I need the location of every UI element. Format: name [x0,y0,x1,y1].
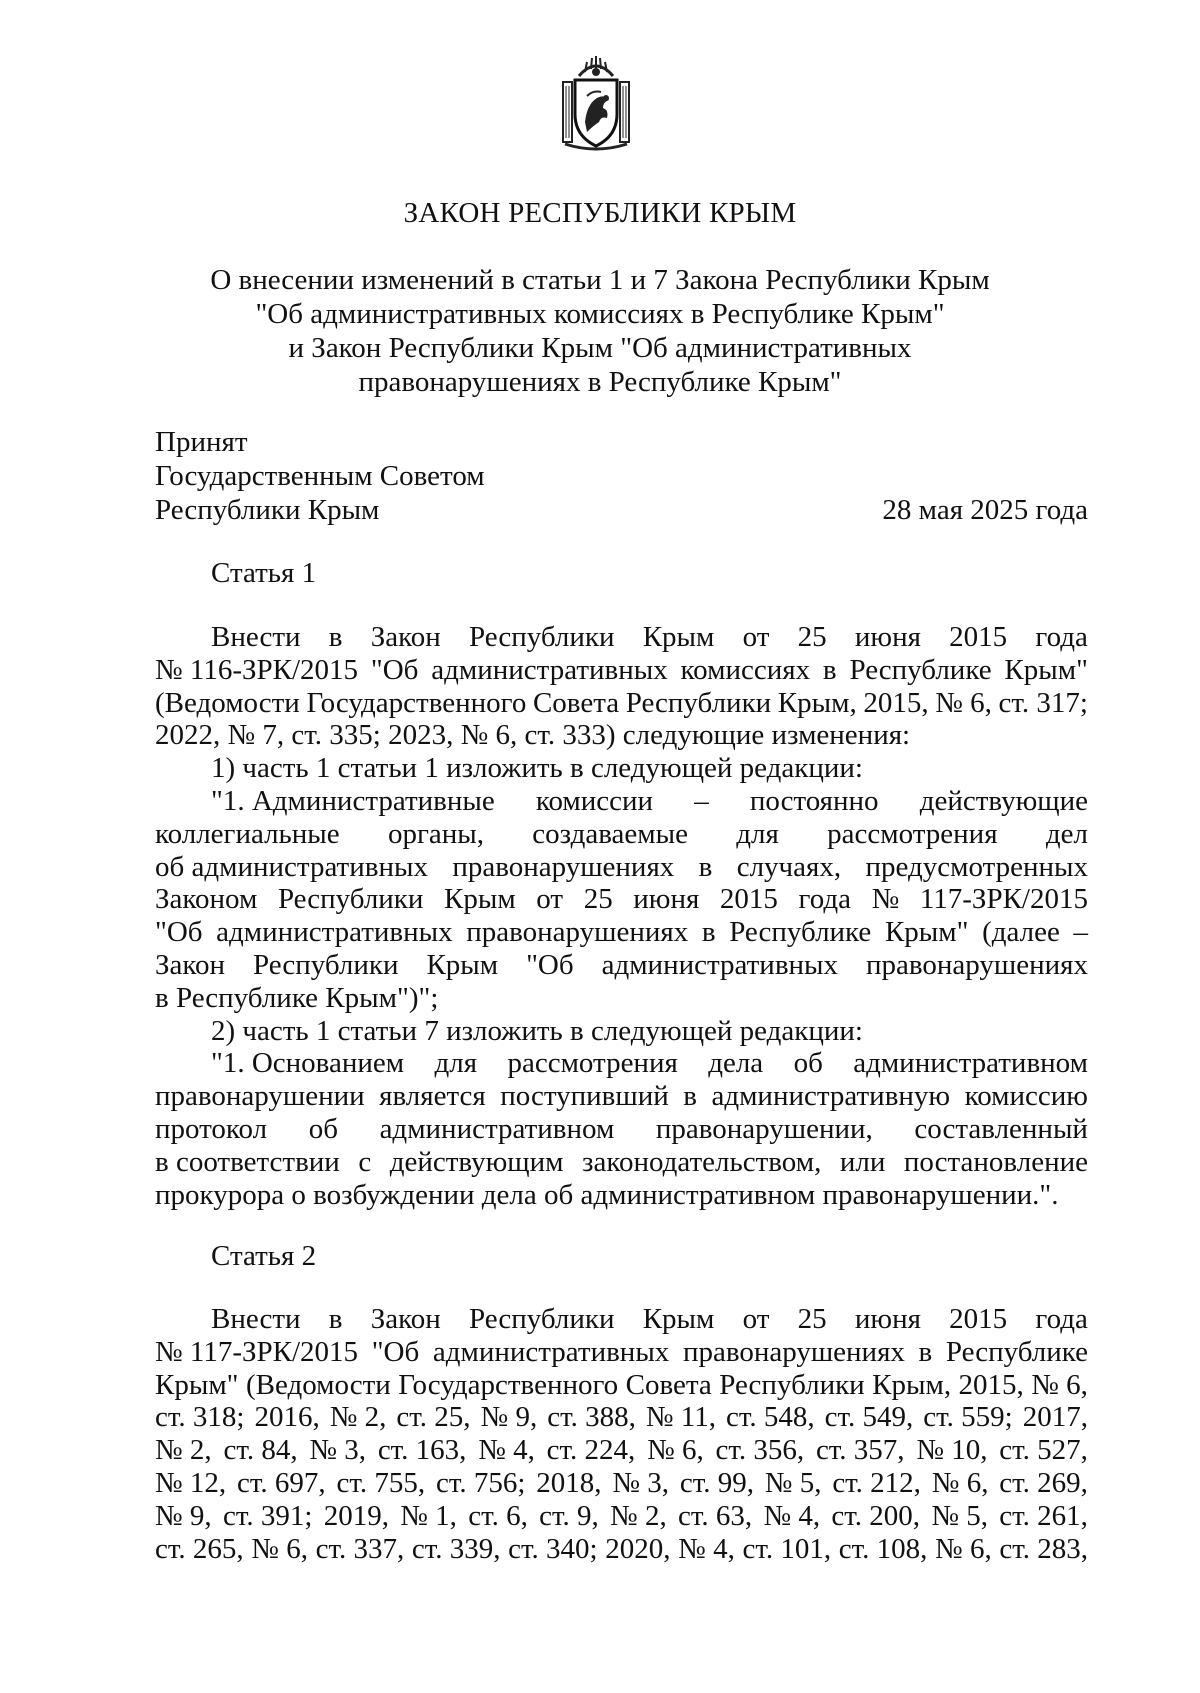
subtitle-line: "Об административных комиссиях в Республике Крым" [255,298,945,330]
word: правонарушениях [865,948,1088,981]
word: Закон [370,621,441,653]
word: ст. 697, [237,1466,326,1499]
word: "Об [526,948,574,981]
word: административном [379,1112,615,1145]
word: № 6, [935,686,992,719]
word: (далее [982,916,1060,949]
word: рассмотрения [827,817,998,850]
word: Государственного [306,686,527,719]
word: Крым" [884,916,969,949]
word: в [701,916,716,949]
text-line: 1) часть 1 статьи 1 изложить в следующей редакции: [211,752,863,785]
text-line [155,818,1088,851]
word: для [434,1047,478,1080]
text-line [155,1500,1088,1533]
word: ст. 84, [223,1434,298,1467]
word: ст. 548, [725,1401,815,1434]
word: № [871,883,900,916]
word: административных [432,1335,670,1368]
word: в [698,850,713,883]
word: № 6, [251,1532,308,1565]
word: Республики [468,621,615,653]
word: ст. 9, [539,1499,599,1532]
word: в соответствии [155,1145,340,1178]
word: Республики [625,686,772,719]
text-line [155,621,1088,654]
word: Республике [729,916,872,949]
text-line: в Республике Крым")"; [155,981,439,1014]
text-line [155,1467,1088,1500]
word: ст. 224, [546,1434,636,1467]
article-1-body [155,621,1088,1211]
word: ст. 212, [832,1466,921,1499]
word: ст. 318; [155,1401,245,1434]
document-title: ЗАКОН РЕСПУБЛИКИ КРЫМ [403,197,797,229]
text-line [155,785,1088,818]
word: № 3, [612,1466,669,1499]
word: ст. 200, [831,1499,921,1532]
word: ст. 108, [838,1532,928,1565]
word: ст. 163, [377,1434,467,1467]
word: № 2, [610,1499,667,1532]
word: № 3, [309,1434,367,1467]
word: Крым, [872,1368,952,1401]
word: года [798,883,851,916]
word: ст. 527, [999,1434,1088,1467]
subtitle-line: и Закон Республики Крым "Об административных [288,332,912,364]
word: Крым" [1004,653,1088,686]
word: года [1035,621,1088,653]
word: законодательством, [582,1145,822,1178]
word: ст. 559; [923,1401,1013,1434]
word: (Ведомости [245,1368,391,1401]
word: Республике [945,1335,1088,1368]
word: № 6, [935,1532,992,1565]
word: в [918,1335,933,1368]
word: об [793,1047,823,1080]
text-line [155,1303,1088,1336]
text-line: 2022, № 7, ст. 335; 2023, № 6, ст. 333) следующие изменения: [155,719,911,752]
word: № 12, [155,1466,227,1499]
document-subtitle [200,263,1000,399]
text-line: прокурора о возбуждении дела об административном правонарушении.". [155,1178,1059,1211]
text-line [155,949,1088,982]
word: "1. Административные [211,784,495,817]
word: 2015 [719,883,778,916]
word: протокол [155,1112,268,1145]
word: 117-ЗРК/2015 [919,883,1088,916]
word: 2020, [605,1532,671,1565]
word: Совета [625,1368,712,1401]
word: Крым [642,1303,715,1335]
word: 25 [583,883,613,916]
word: № 2, [155,1434,212,1467]
adoption-date: 28 мая 2025 года [882,494,1088,526]
word: ст. 755, [336,1466,426,1499]
word: ст. 356, [715,1434,805,1467]
text-line [155,1047,1088,1080]
word: 2015 [949,1303,1008,1335]
subtitle-line: правонарушениях в Республике Крым" [358,366,842,398]
word: ст. 357, [815,1434,905,1467]
word: ст. 6, [468,1499,528,1532]
word: комиссиях [680,653,811,686]
word: Крым [642,621,715,653]
word: с [358,1145,372,1178]
word: дела [708,1047,764,1080]
article-2-heading: Статья 2 [211,1240,317,1272]
word: Законом [155,883,258,916]
word: № 5, [931,1499,988,1532]
word: № 116-ЗРК/2015 [155,653,359,686]
word: ст. 317; [998,686,1088,719]
word: ст. 265, [155,1532,244,1565]
adoption-line: Республики Крым [155,494,380,526]
word: или [839,1145,886,1178]
adoption-line: Государственным Советом [155,460,485,492]
word: "Об [371,1335,420,1368]
word: органы, [387,817,484,850]
word: 25 [797,621,827,653]
word: создаваемые [532,817,688,850]
word: № 4, [763,1499,821,1532]
word: ст. 99, [679,1466,754,1499]
coat-of-arms-icon [557,52,635,154]
word: в [822,653,837,686]
word: ст. 25, [396,1401,471,1434]
article-1-heading: Статья 1 [211,557,317,589]
word: Республике [849,653,992,686]
word: 2018, [536,1466,602,1499]
text-line [155,654,1088,687]
word: Республики [719,1368,865,1401]
word: Внести [211,621,301,653]
word: Республики [277,883,424,916]
adoption-block [155,425,485,527]
word: 2016, [254,1401,320,1434]
text-line [155,1401,1088,1434]
word: 2015 [949,621,1008,653]
word: № 1, [400,1499,457,1532]
word: в [683,1080,697,1113]
word: – [694,784,709,817]
word: № 11, [645,1401,716,1434]
subtitle-line: О внесении изменений в статьи 1 и 7 Закона Республики Крым [210,264,990,296]
word: ст. 269, [999,1466,1088,1499]
word: действующим [389,1145,564,1178]
word: № 6, [931,1466,989,1499]
word: ст. 63, [678,1499,753,1532]
word: коллегиальные [155,817,340,850]
word: правонарушении, [655,1112,873,1145]
word: "Об [155,916,203,949]
word: административных [431,653,668,686]
word: 25 [797,1303,827,1335]
word: Государственного [398,1368,619,1401]
word: об административных [155,850,428,883]
word: № 6, [1031,1368,1088,1401]
text-line [155,1336,1088,1369]
word: комиссии [535,784,654,817]
word: № 10, [916,1434,988,1467]
word: ст. 391; [222,1499,313,1532]
word: № 6, [647,1434,704,1467]
word: июня [633,883,700,916]
text-line [155,1533,1088,1566]
text-line [155,1369,1088,1402]
word: Закон [370,1303,441,1335]
text-line [155,1080,1088,1113]
word: июня [854,1303,921,1335]
word: поступивший [500,1080,669,1113]
word: Совета [532,686,620,719]
word: ст. 388, [547,1401,636,1434]
word: рассмотрения [507,1047,678,1080]
text-line [155,883,1088,916]
word: ст. 261, [999,1499,1088,1532]
word: предусмотренных [865,850,1088,883]
word: правонарушениях [466,916,689,949]
word: июня [854,621,921,653]
word: административных [216,916,453,949]
word: постановление [903,1145,1088,1178]
word: случаях, [736,850,842,883]
text-line [155,687,1088,720]
word: года [1035,1303,1088,1335]
word: 2019, [323,1499,389,1532]
word: ст. 549, [824,1401,914,1434]
word: ст. 283, [999,1532,1088,1565]
word: ст. 756; [435,1466,526,1499]
word: административных [601,948,839,981]
word: 2017, [1022,1401,1088,1434]
word: Крым, [777,686,857,719]
word: для [736,817,779,850]
word: № 9, [480,1401,538,1434]
word: постоянно [749,784,879,817]
text-line [155,916,1088,949]
word: от [742,1303,770,1335]
text-line [155,1434,1088,1467]
word: дел [1045,817,1088,850]
word: комиссию [964,1080,1088,1113]
word: Внести [211,1303,301,1335]
word: Крым" [155,1368,239,1401]
word: "1. Основанием [211,1047,405,1080]
word: действующие [919,784,1088,817]
word: ст. 337, [315,1532,405,1565]
word: от [536,883,564,916]
text-line [155,851,1088,884]
word: № 9, [155,1499,212,1532]
article-2-body [155,1303,1088,1565]
word: от [742,621,770,653]
word: административную [711,1080,951,1113]
word: административном [853,1047,1088,1080]
word: (Ведомости [155,686,300,719]
word: № 117-ЗРК/2015 [155,1335,359,1368]
adoption-line: Принят [155,426,248,458]
word: Закон [155,948,226,981]
word: 2015, [863,686,929,719]
word: Крым [444,883,516,916]
word: составленный [914,1112,1088,1145]
word: ст. 101, [742,1532,832,1565]
word: правонарушениях [682,1335,905,1368]
word: правонарушении [155,1080,365,1113]
word: Крым [426,948,499,981]
word: ст. 340; [508,1532,598,1565]
word: в [328,1303,343,1335]
word: "Об [370,653,419,686]
word: Республики [253,948,399,981]
word: № 4, [478,1434,535,1467]
word: об [308,1112,338,1145]
word: № 4, [678,1532,735,1565]
word: ст. 339, [411,1532,501,1565]
text-line [155,1146,1088,1179]
word: № 5, [764,1466,822,1499]
text-line [155,1113,1088,1146]
word: является [379,1080,486,1113]
word: 2015, [958,1368,1024,1401]
word: в [328,621,343,653]
word: Республики [468,1303,615,1335]
word: правонарушениях [452,850,675,883]
word: № 2, [329,1401,387,1434]
text-line: 2) часть 1 статьи 7 изложить в следующей редакции: [211,1014,863,1047]
word: – [1073,916,1088,949]
